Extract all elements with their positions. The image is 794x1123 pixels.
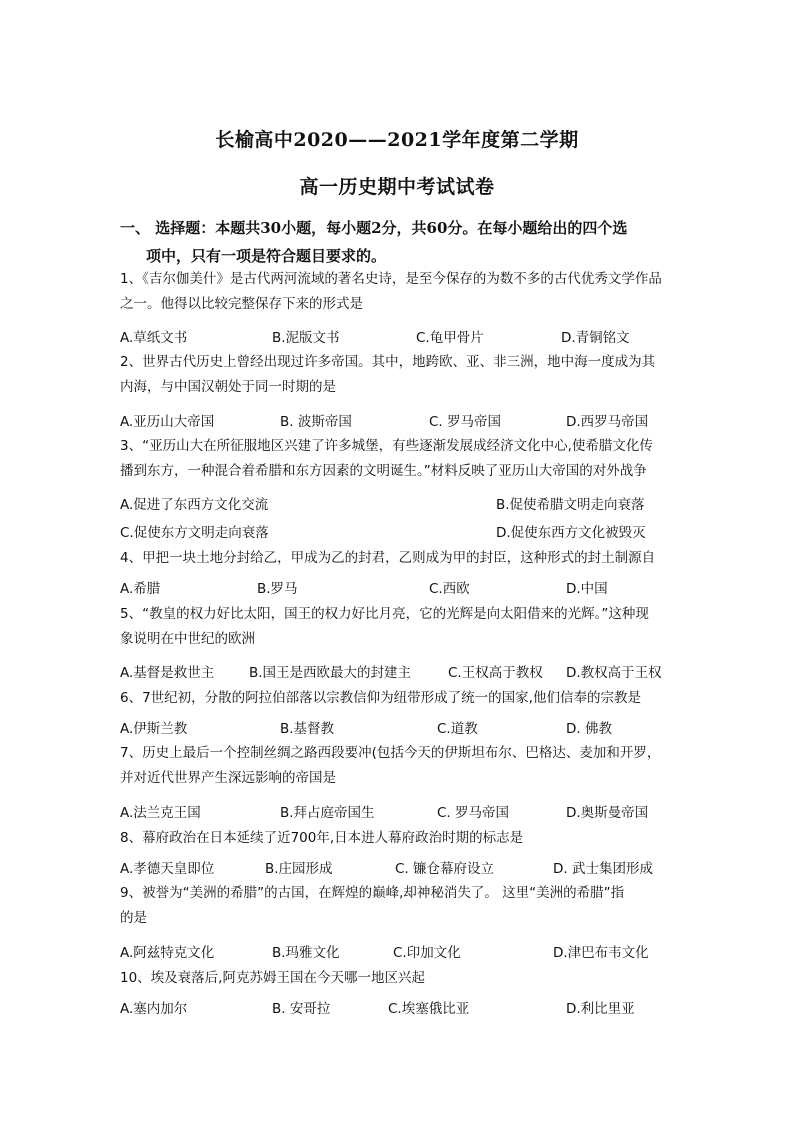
option-d: D.奥斯曼帝国 [566,805,649,821]
question-text-line: 象说明在中世纪的欧洲 [120,631,255,647]
option-c: C.王权高于教权 [448,665,543,681]
option-b: B.泥版文书 [272,330,340,346]
option-d: D. 佛教 [566,721,612,737]
question-6 [120,686,680,711]
option-d: D.中国 [566,581,608,597]
question-text-line: 7、历史上最后一个控制丝绸之路西段要冲(包括今天的伊斯坦布尔、巴格达、麦加和开罗， [120,745,661,761]
section-instructions-line2: 项中，只有一项是符合题目要求的。 [146,247,387,265]
option-c: C.道教 [437,721,478,737]
option-b: B.拜占庭帝国生 [280,805,375,821]
question-text-line: 8、幕府政治在日本延续了近700年,日本进人幕府政治时期的标志是 [120,830,524,846]
option-a: A.亚历山大帝国 [120,414,215,430]
question-2 [120,350,680,400]
question-1 [120,267,680,317]
option-b: B. 安哥拉 [272,1001,331,1017]
question-text-line: 2、世界古代历史上曾经出现过许多帝国。其中，地跨欧、亚、非三洲，地中海一度成为其 [120,354,656,370]
question-4-options [120,577,680,599]
exam-school-term-title: 长榆高中2020——2021学年度第二学期 [215,129,579,151]
question-10-options [120,997,680,1019]
question-text-line: 并对近代世界产生深远影响的帝国是 [120,770,336,786]
question-6-options [120,717,680,739]
question-7-options [120,801,680,823]
question-text-line: 之一。他得以比较完整保存下来的形式是 [120,296,363,312]
option-b: B.庄园形成 [265,861,333,877]
question-9-options [120,941,680,963]
question-8-options [120,857,680,879]
option-a: A.促进了东西方文化交流 [120,497,269,513]
question-3-options-row2 [120,521,680,543]
option-a: A.塞内加尔 [120,1001,188,1017]
option-c: C. 罗马帝国 [437,805,510,821]
option-a: A.伊斯兰教 [120,721,188,737]
option-d: D.津巴布韦文化 [553,945,649,961]
question-2-options [120,410,680,432]
option-b: B.罗马 [257,581,298,597]
question-5-options [120,661,680,683]
question-4 [120,546,680,571]
question-8 [120,826,680,851]
question-5 [120,602,680,652]
question-text-line: 5、“教皇的权力好比太阳，国王的权力好比月亮，它的光辉是向太阳借来的光辉。”这种现 [120,606,649,622]
question-1-options [120,326,680,348]
question-text-line: 内海，与中国汉朝处于同一时期的是 [120,379,336,395]
option-d: D.促使东西方文化被毁灭 [496,525,646,541]
option-b: B.基督教 [280,721,335,737]
section-instructions-line1: 一、 选择题：本题共30小题，每小题2分，共60分。在每小题给出的四个选 [120,219,628,237]
option-a: A.基督是救世主 [120,665,215,681]
question-text-line: 1、《吉尔伽美什》是古代两河流域的著名史诗，是至今保存的为数不多的古代优秀文学作品 [120,271,662,287]
option-c: C.促使东方文明走向衰落 [120,525,269,541]
question-text-line: 9、被誉为“美洲的希腊”的古国，在辉煌的巅峰,却神秘消失了。 这里“美洲的希腊”指 [120,885,625,901]
option-b: B.国王是西欧最大的封建主 [249,665,412,681]
option-c: C.埃塞俄比亚 [388,1001,470,1017]
question-7 [120,741,680,791]
option-a: A.希腊 [120,581,161,597]
exam-paper-title: 高一历史期中考试试卷 [299,176,495,198]
question-text-line: 10、埃及衰落后,阿克苏姆王国在今天哪一地区兴起 [120,970,425,986]
question-text-line: 播到东方，一种混合着希腊和东方因素的文明诞生。”材料反映了亚历山大帝国的对外战争 [120,463,647,479]
option-b: B. 波斯帝国 [280,414,352,430]
option-c: C. 镰仓幕府设立 [395,861,495,877]
question-9 [120,881,680,931]
option-d: D.青铜铭文 [561,330,630,346]
option-c: C.印加文化 [393,945,461,961]
question-3-options-row1 [120,493,680,515]
option-d: D. 武士集团形成 [553,861,653,877]
option-c: C.龟甲骨片 [416,330,484,346]
question-3 [120,434,680,484]
option-c: C.西欧 [429,581,470,597]
option-a: A.草纸文书 [120,330,188,346]
option-b: B.玛雅文化 [272,945,340,961]
option-d: D.利比里亚 [566,1001,635,1017]
option-b: B.促使希腊文明走向衰落 [496,497,645,513]
question-text-line: 6、7世纪初，分散的阿拉伯部落以宗教信仰为纽带形成了统一的国家,他们信奉的宗教是 [120,690,641,706]
option-a: A.法兰克王国 [120,805,201,821]
section-instructions [120,214,680,270]
option-a: A.阿兹特克文化 [120,945,215,961]
option-d: D.西罗马帝国 [566,414,649,430]
option-c: C. 罗马帝国 [429,414,502,430]
question-text-line: 3、“亚历山大在所征服地区兴建了许多城堡，有些逐渐发展成经济文化中心,使希腊文化传 [120,438,653,454]
option-a: A.孝德天皇即位 [120,861,215,877]
option-d: D.教权高于王权 [566,665,662,681]
question-text-line: 的是 [120,910,147,926]
question-text-line: 4、甲把一块土地分封给乙，甲成为乙的封君，乙则成为甲的封臣，这种形式的封土制源自 [120,550,656,566]
question-10 [120,966,680,991]
